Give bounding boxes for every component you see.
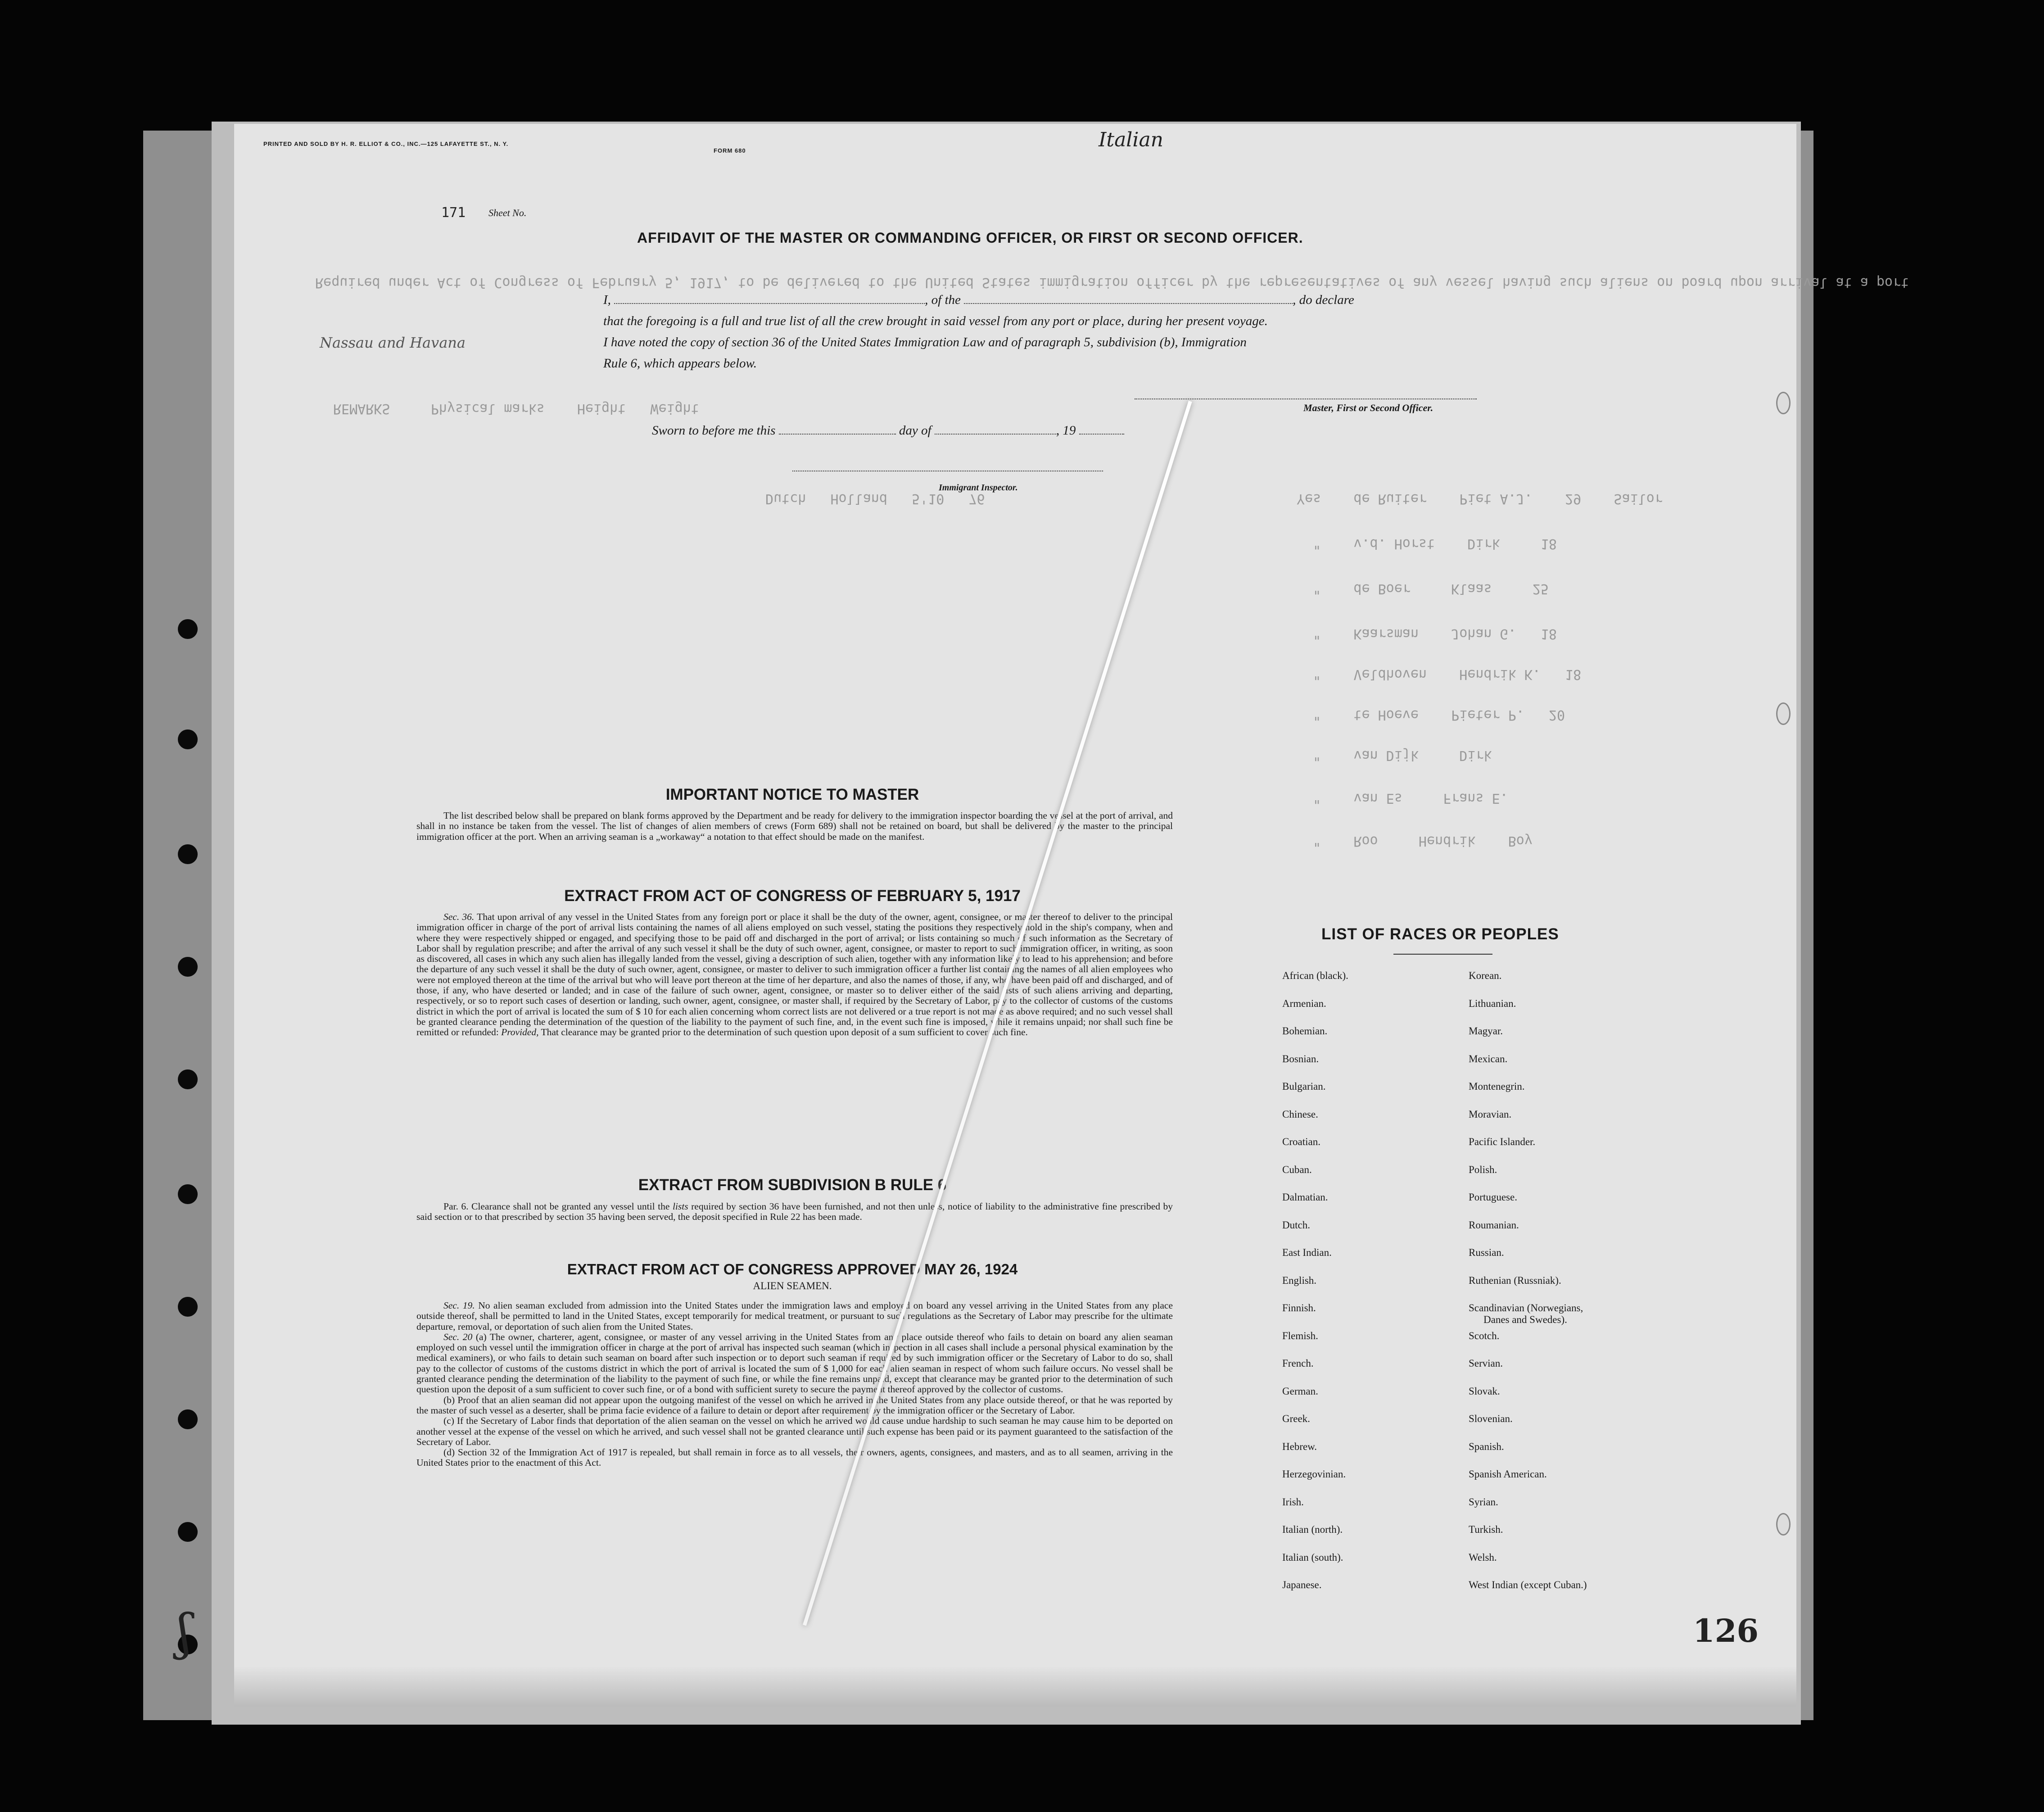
- notice-body: The list described below shall be prepared on blank forms approved by the Department and be ready for delivery to the immigration inspector boarding the vessel at the port of arrival, and shall in no instance be taken from the vessel. The list of changes of alien members of crews (Form 689) shall not be retained on board, but shall be delivered by the master to the principal immigration officer at the port. When an arriving seaman is a „workaway“ a notation to that effect should be made on the manifest.: [416, 810, 1173, 842]
- race-item: Bohemian.: [1282, 1025, 1328, 1037]
- sec19-text: No alien seaman excluded from admission into the United States under the immigration laws and employed on board any vessel arriving in the United States from any place outside thereof, shall be permitted to land in the United States, except temporarily for medical treatment, or pursuant to such regulations as the Secretary of Labor may prescribe for the ultimate departure, removal, or deportation of such alien from the United States.: [416, 1300, 1173, 1332]
- affidavit-declaration-line: [603, 293, 1354, 308]
- day-blank: [779, 434, 896, 435]
- race-item: African (black).: [1282, 970, 1348, 981]
- provided-word: Provided,: [501, 1027, 539, 1038]
- race-item: Slovenian.: [1469, 1413, 1513, 1424]
- punch-hole: [1776, 702, 1791, 725]
- bleed-through-text: " van Es Frans E.: [1297, 790, 1508, 806]
- notice-title: IMPORTANT NOTICE TO MASTER: [665, 786, 919, 803]
- race-item: Japanese.: [1282, 1579, 1322, 1590]
- year-prefix: , 19: [1056, 423, 1076, 438]
- punch-hole: [1776, 392, 1791, 414]
- race-item: Russian.: [1469, 1247, 1504, 1258]
- rule6-text-b: required by section 36 have been furnished, and not then unless, notice of liability to the administrative fine prescribed by said section or to that prescribed by section 35 having been served, the deposit specified in Rule 22 has been made.: [416, 1201, 1173, 1223]
- bleed-through-text: Yes de Ruiter Piet A.J. 29 Sailor: [1297, 491, 1663, 507]
- race-item: Servian.: [1469, 1358, 1503, 1369]
- race-item: English.: [1282, 1274, 1317, 1286]
- extract-1917-title: EXTRACT FROM ACT OF CONGRESS OF FEBRUARY 5, 1917: [564, 887, 1021, 905]
- year-blank: [1079, 434, 1124, 435]
- form-number: FORM 680: [714, 147, 746, 154]
- race-item: Turkish.: [1469, 1524, 1503, 1535]
- bleed-through-text: " van Dijk Dirk: [1297, 747, 1492, 763]
- race-item: Korean.: [1469, 970, 1502, 981]
- race-item: Hebrew.: [1282, 1441, 1317, 1452]
- race-item: Dutch.: [1282, 1219, 1310, 1231]
- race-item: Scotch.: [1469, 1330, 1500, 1341]
- race-item: Chinese.: [1282, 1108, 1318, 1120]
- race-item: Polish.: [1469, 1164, 1497, 1175]
- races-title: LIST OF RACES OR PEOPLES: [1321, 925, 1559, 943]
- race-item: Roumanian.: [1469, 1219, 1519, 1231]
- rule6-lists-word: lists: [672, 1201, 688, 1212]
- race-item: Italian (north).: [1282, 1524, 1343, 1535]
- sec20a-para: [416, 1332, 1173, 1395]
- race-item: Ruthenian (Russniak).: [1469, 1274, 1561, 1286]
- affidavit-title: AFFIDAVIT OF THE MASTER OR COMMANDING OFFICER, OR FIRST OR SECOND OFFICER.: [637, 230, 1303, 246]
- extract-1917-body: [416, 912, 1173, 1038]
- page-bottom-edge: [234, 1666, 1796, 1707]
- bleed-through-text: " Veldhoven Hendrik K. 18: [1297, 666, 1582, 682]
- race-item: Greek.: [1282, 1413, 1310, 1424]
- sheet-number: 171: [441, 205, 466, 221]
- handwritten-ports: Nassau and Havana: [320, 334, 466, 351]
- race-item: Cuban.: [1282, 1164, 1312, 1175]
- punch-hole: [178, 1522, 198, 1542]
- affidavit-line-3: I have noted the copy of section 36 of the United States Immigration Law and of paragraph 5, subdivision (b), Immigration: [603, 335, 1247, 349]
- printer-imprint-text: PRINTED AND SOLD BY H. R. ELLIOT & CO., INC.—125 LAFAYETTE ST., N. Y.: [263, 140, 509, 147]
- race-item: Syrian.: [1469, 1496, 1498, 1508]
- race-item: Moravian.: [1469, 1108, 1512, 1120]
- race-item: Armenian.: [1282, 997, 1326, 1009]
- name-blank: [614, 303, 925, 304]
- race-item: Finnish.: [1282, 1302, 1316, 1314]
- race-item: Mexican.: [1469, 1053, 1508, 1065]
- race-item: Pacific Islander.: [1469, 1136, 1536, 1147]
- race-item: Flemish.: [1282, 1330, 1318, 1341]
- printer-imprint: [263, 140, 746, 154]
- race-item: German.: [1282, 1385, 1318, 1397]
- bleed-through-text: " te Hoeve Pieter P. 20: [1297, 707, 1565, 723]
- section-36-end: That clearance may be granted prior to the determination of such question upon deposit of a sum sufficient to cover such fine.: [541, 1027, 1028, 1038]
- race-item: Slovak.: [1469, 1385, 1500, 1397]
- bleed-through-text: " Roo Hendrik Boy: [1297, 833, 1533, 849]
- bleed-through-text: " de Boer Klaas 25: [1297, 581, 1549, 597]
- bleed-through-text: Required under Act of Congress of February 5, 1917, to be delivered to the United States immigration officer by the representatives of any vessel having such aliens on board upon arrival at a port: [315, 275, 1909, 290]
- bleed-through-text: Dutch Holland 5'10 76: [765, 491, 985, 507]
- master-signature-label: Master, First or Second Officer.: [1303, 402, 1434, 413]
- race-item: Spanish.: [1469, 1441, 1504, 1452]
- race-item: Bosnian.: [1282, 1053, 1319, 1065]
- sec19-para: [416, 1300, 1173, 1332]
- month-blank: [935, 434, 1056, 435]
- bleed-through-text: REMARKS Physical marks Height Weight: [333, 401, 699, 417]
- affidavit-do-declare: , do declare: [1293, 293, 1354, 307]
- race-item: Welsh.: [1469, 1551, 1497, 1563]
- race-item: Dalmatian.: [1282, 1191, 1328, 1203]
- sec20b-para: (b) Proof that an alien seaman did not appear upon the outgoing manifest of the vessel on which he arrived in the United States from any place outside thereof, or that he was reported by the master of such vessel as a deserter, shall be prima facie evidence of a failure to detain or deport after requirement by the immigration officer or the Secretary of Labor.: [416, 1394, 1173, 1416]
- race-item: Spanish American.: [1469, 1468, 1547, 1480]
- race-item: Irish.: [1282, 1496, 1304, 1508]
- bleed-through-text: " Kaarsman Johan G. 18: [1297, 626, 1557, 642]
- race-item: Montenegrin.: [1469, 1081, 1525, 1092]
- punch-hole: [178, 957, 198, 977]
- punch-hole: [1776, 1513, 1791, 1536]
- extract-1924-body: [416, 1300, 1173, 1468]
- punch-hole: [178, 729, 198, 749]
- alien-seamen-subtitle: ALIEN SEAMEN.: [753, 1280, 832, 1291]
- sheet-no-label: Sheet No.: [488, 207, 527, 218]
- race-item: Italian (south).: [1282, 1551, 1343, 1563]
- sworn-text: Sworn to before me this: [652, 423, 776, 438]
- sec19-label: Sec. 19.: [443, 1300, 475, 1311]
- affidavit-line-4: Rule 6, which appears below.: [603, 356, 757, 371]
- handwritten-mark: ʃ: [178, 1603, 191, 1661]
- race-item: French.: [1282, 1358, 1314, 1369]
- sec20-label: Sec. 20: [443, 1331, 473, 1342]
- handwritten-annotation: Italian: [1099, 128, 1164, 151]
- race-item: Lithuanian.: [1469, 997, 1516, 1009]
- punch-hole: [178, 844, 198, 864]
- section-36-text: That upon arrival of any vessel in the United States from any foreign port or place it shall be the duty of the owner, agent, consignee, or master thereof to deliver to the principal immigration officer in charge of the port of arrival lists containing the names of all aliens employed on such vessel, stating the positions they respectively hold in the ship's company, when and where they were respectively shipped or engaged, and specifying those to be paid off and discharged in the port of arrival; or lists containing so much of such information as the Secretary of Labor shall by regulation prescribe; and after the arrival of any such vessel it shall be the duty of such owner, agent, consignee, or master to report to such immigration officer, in writing, as soon as discovered, all cases in which any such alien has illegally landed from the vessel, giving a description of such alien, together with any information likely to lead to his apprehension; and before the departure of any such vessel it shall be the duty of such owner, agent, consignee, or master to deliver to such immigration officer a further list containing the names of all alien employees who were not employed thereon at the time of the arrival but who will leave port thereon at the time of her departure, and also the names of those, if any, who have been paid off and discharged, and of those, if any, who have deserted or landed; and in case of the failure of such owner, agent, consignee, or master so to deliver either of the said lists of such aliens arriving and departing, respectively, or so to report such cases of desertion or landing, such owner, agent, consignee, or master shall, if required by the Secretary of Labor, pay to the collector of customs of the customs district in which the port of arrival is located the sum of $ 10 for each alien concerning whom correct lists are not delivered or a true report is not made as above required; and no such vessel shall be granted clearance pending the determination of the question of the liability to the payment of such fine, and, in the event such fine is imposed, while it remains unpaid; nor shall such fine be remitted or refunded:: [416, 911, 1173, 1038]
- race-item: East Indian.: [1282, 1247, 1332, 1258]
- vessel-blank: [964, 303, 1293, 304]
- inspector-label: Immigrant Inspector.: [939, 483, 1018, 493]
- rule6-body: [416, 1201, 1173, 1223]
- bleed-through-text: " v.d. Horst Dirk 18: [1297, 536, 1557, 552]
- affidavit-i: I,: [603, 293, 611, 307]
- section-36-label: Sec. 36.: [443, 911, 475, 922]
- handwritten-page-number: 126: [1693, 1612, 1759, 1649]
- race-item: Croatian.: [1282, 1136, 1320, 1147]
- sec20d-para: (d) Section 32 of the Immigration Act of 1917 is repealed, but shall remain in force as to all vessels, their owners, agents, consignees, and masters, and as to all seamen, arriving in the United States prior to the enactment of this Act.: [416, 1447, 1173, 1468]
- punch-hole: [178, 1409, 198, 1429]
- sec20a-text: (a) The owner, charterer, agent, consignee, or master of any vessel arriving in the United States from any place outside thereof who fails to detain on board any alien seaman employed on such vessel until the immigration officer in charge at the port of arrival has inspected such seaman (which inspection in all cases shall include a personal physical examination by the medical examiners), or who fails to detain such seaman on board after such inspection or to deport such seaman if required by such immigration officer or the Secretary of Labor to do so, shall pay to the collector of customs of the customs district in which the port of arrival is located the sum of $ 1,000 for each alien seaman in respect of whom such failure occurs. No vessel shall be granted clearance pending the determination of the liability to the payment of such fine, or while the fine remains unpaid, except that clearance may be granted prior to the determination of such question upon the deposit of a sum sufficient to cover such fine, or of a bond with sufficient surety to secure the payment thereof approved by the collector of customs.: [416, 1331, 1173, 1395]
- sec20c-para: (c) If the Secretary of Labor finds that deportation of the alien seaman on the vessel on which he arrived would cause undue hardship to such seaman he may cause him to be deported on another vessel at the expense of the vessel on which he arrived, and such vessel shall not be granted clearance until such expense has been paid or its payment guaranteed to the satisfaction of the Secretary of Labor.: [416, 1415, 1173, 1447]
- race-item: Herzegovinian.: [1282, 1468, 1346, 1480]
- race-item: West Indian (except Cuban.): [1469, 1579, 1587, 1590]
- punch-hole: [178, 1184, 198, 1204]
- punch-hole: [178, 619, 198, 639]
- sworn-line: [652, 423, 1124, 438]
- extract-1924-title: EXTRACT FROM ACT OF CONGRESS APPROVED MAY 26, 1924: [567, 1261, 1018, 1277]
- race-item: Magyar.: [1469, 1025, 1503, 1037]
- race-item: Scandinavian (Norwegians,: [1469, 1302, 1583, 1314]
- punch-hole: [178, 1069, 198, 1089]
- affidavit-of-the: , of the: [925, 293, 961, 307]
- rule6-text-a: Par. 6. Clearance shall not be granted any vessel until the: [443, 1201, 670, 1212]
- rule6-title: EXTRACT FROM SUBDIVISION B RULE 6: [638, 1176, 947, 1194]
- race-item: Bulgarian.: [1282, 1081, 1326, 1092]
- races-title-rule: [1393, 954, 1492, 955]
- day-of-text: day of: [899, 423, 932, 438]
- affidavit-line-2: that the foregoing is a full and true list of all the crew brought in said vessel from any port or place, during her present voyage.: [603, 314, 1268, 328]
- punch-hole: [178, 1297, 198, 1317]
- race-item: Portuguese.: [1469, 1191, 1517, 1203]
- race-item-continuation: Danes and Swedes).: [1483, 1314, 1567, 1325]
